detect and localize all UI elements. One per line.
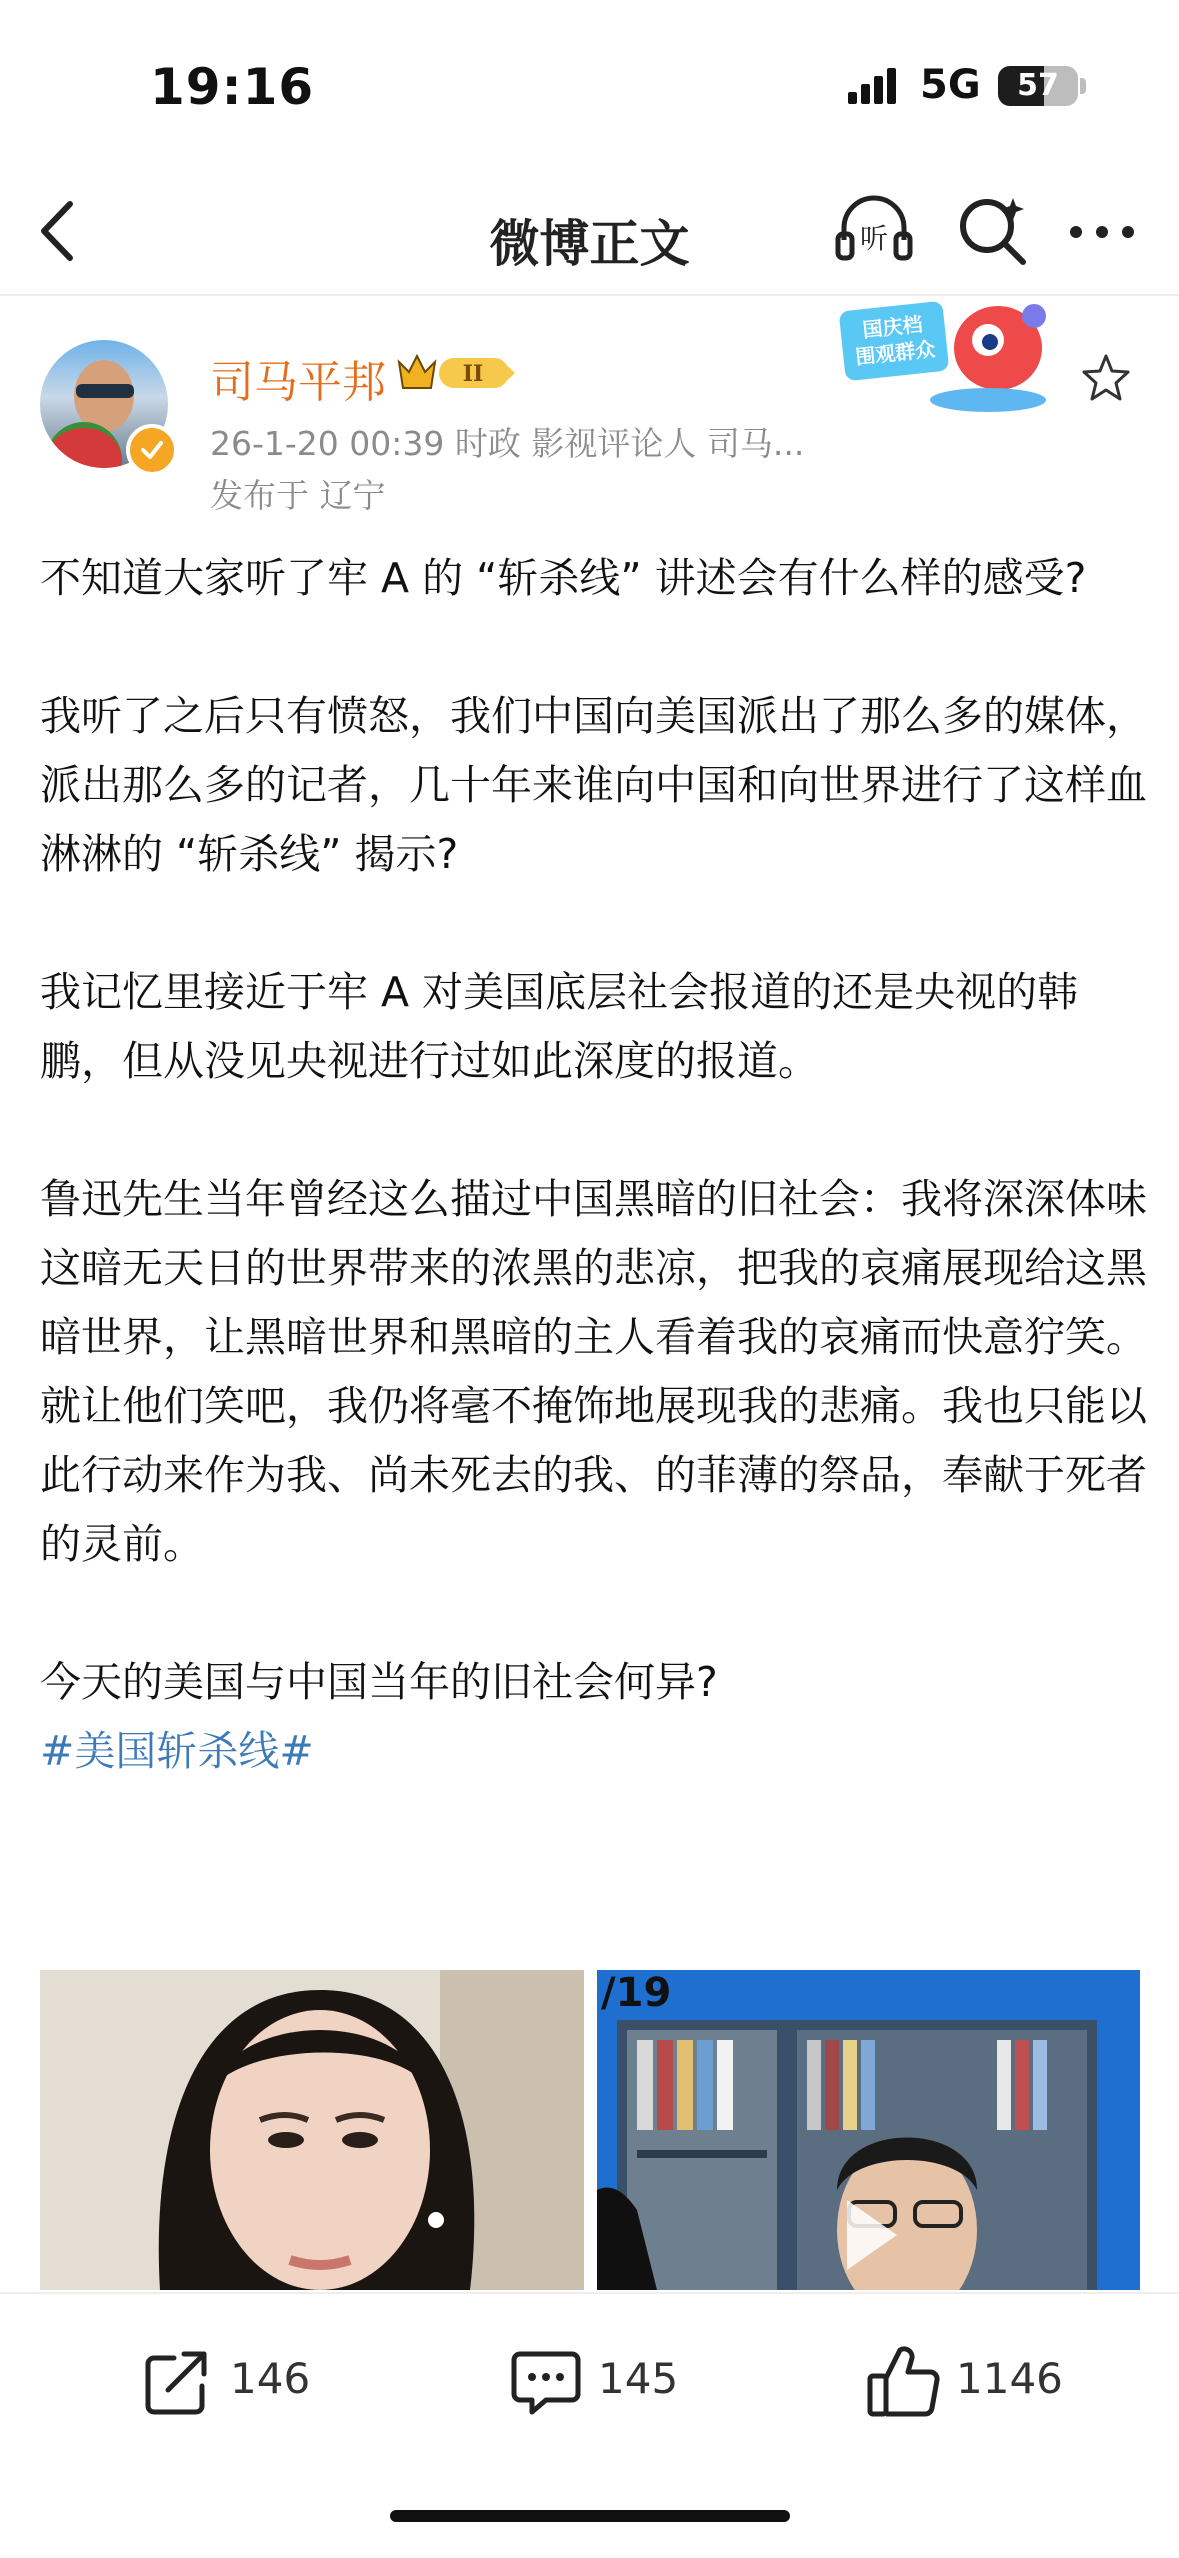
avatar-glasses	[76, 384, 134, 398]
favorite-star-icon[interactable]	[1080, 352, 1132, 404]
post-paragraph-2: 我听了之后只有愤怒，我们中国向美国派出了那么多的媒体，派出那么多的记者，几十年来谁向中国和向世界进行了这样血淋淋的 “斩杀线” 揭示?	[40, 692, 1147, 878]
hashtag-link[interactable]: #美国斩杀线#	[40, 1727, 314, 1775]
comment-icon	[506, 2342, 586, 2422]
comment-count: 145	[598, 2354, 679, 2403]
post-paragraph-3: 我记忆里接近于牢 A 对美国底层社会报道的还是央视的韩鹏，但从没见央视进行过如此深度的报道。	[40, 968, 1079, 1085]
author-name[interactable]: 司马平邦	[210, 357, 386, 408]
video-thumbnail-illustration	[597, 1970, 1140, 2290]
sticker-text-1: 国庆档	[861, 312, 924, 343]
portrait-woman-illustration	[40, 1970, 584, 2290]
post-body	[40, 544, 1150, 1786]
post-image-2-video[interactable]	[597, 1970, 1140, 2290]
vip-level-text: II	[462, 361, 484, 387]
thumbs-up-icon	[864, 2342, 944, 2422]
post-meta: 26-1-20 00:39 时政 影视评论人 司马...	[210, 424, 805, 463]
status-time: 19:16	[150, 58, 315, 116]
sticker-text-2: 围观群众	[854, 336, 937, 370]
post-location: 发布于 辽宁	[210, 476, 386, 515]
battery-icon	[998, 66, 1078, 106]
network-type: 5G	[920, 62, 981, 108]
status-bar	[0, 0, 1179, 170]
page-title: 微博正文	[489, 215, 690, 273]
listen-icon[interactable]	[832, 188, 916, 272]
battery-level: 57	[1017, 68, 1059, 103]
share-icon	[138, 2342, 218, 2422]
svg-text:听: 听	[859, 222, 889, 255]
share-count: 146	[230, 2354, 311, 2403]
post-image-1[interactable]	[40, 1970, 584, 2290]
more-icon[interactable]	[1066, 212, 1138, 252]
home-indicator[interactable]	[390, 2510, 790, 2522]
video-overlay-text: /19	[601, 1970, 672, 2016]
battery-cap	[1080, 78, 1086, 94]
nav-bar	[0, 170, 1179, 296]
search-icon[interactable]	[955, 192, 1031, 268]
post-paragraph-4: 鲁迅先生当年曾经这么描过中国黑暗的旧社会：我将深深体味这暗无天日的世界带来的浓黑的悲凉，把我的哀痛展现给这黑暗世界，让黑暗世界和黑暗的主人看着我的哀痛而快意狞笑。就让他们笑吧，我仍将毫不掩饰地展现我的悲痛。我也只能以此行动来作为我、尚未死去的我、的菲薄的祭品，奉献于死者的灵前。	[40, 1175, 1147, 1568]
like-count: 1146	[956, 2354, 1063, 2403]
event-sticker-icon[interactable]	[838, 296, 1058, 416]
verified-badge-icon	[126, 424, 178, 476]
post-paragraph-1: 不知道大家听了牢 A 的 “斩杀线” 讲述会有什么样的感受?	[40, 554, 1087, 602]
post-paragraph-5: 今天的美国与中国当年的旧社会何异?	[40, 1658, 718, 1706]
signal-icon	[848, 66, 908, 106]
vip-level-badge-icon	[395, 350, 519, 396]
